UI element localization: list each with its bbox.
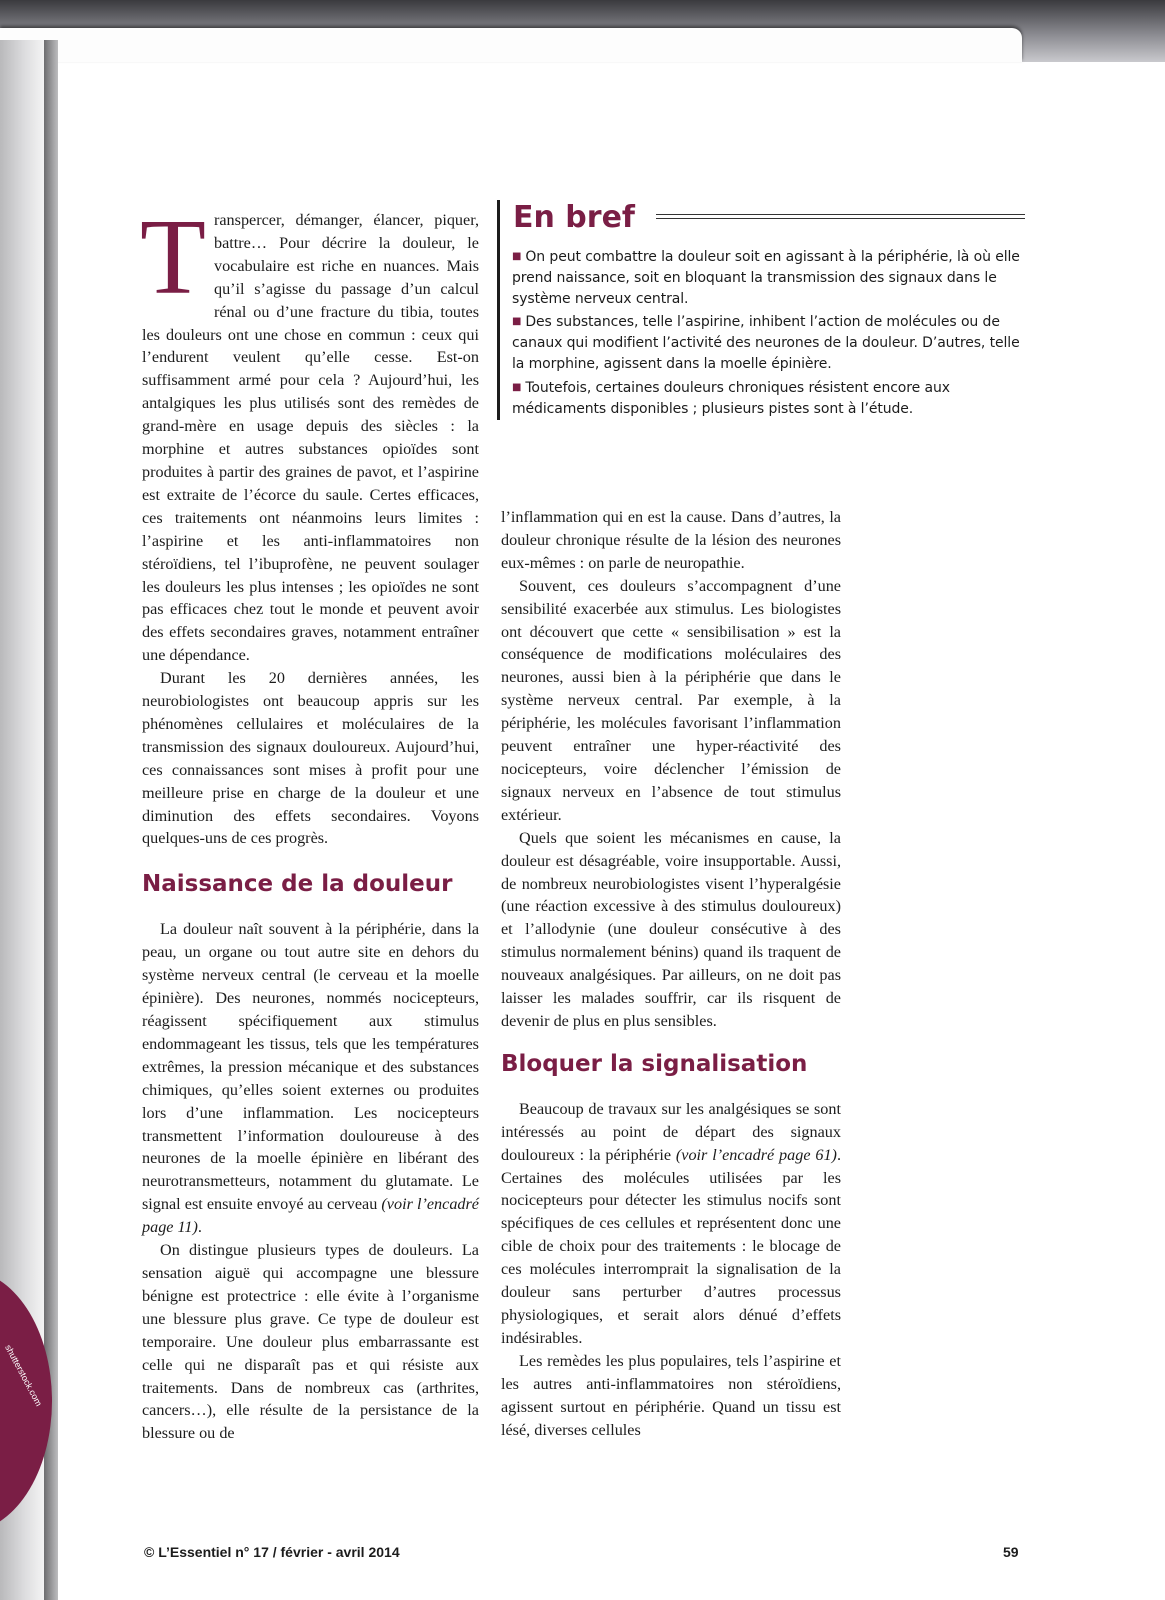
column2-paragraph-2: Souvent, ces douleurs s’accompagnent d’une sensibilité exacerbée aux stimulus. Les biologistes ont découvert que cette « sensibilisation » est la conséquence de modifications moléculaires des neurones, aussi bien à la périphérie que dans le système nerveux central. Par exemple, à la périphérie, les molécules favorisant l’inflammation peuvent entraîner une hyper-réactivité des nocicepteurs, voire déclencher l’émission de signaux nerveux en l’absence de tout stimulus extérieur. bbox=[501, 576, 841, 824]
square-bullet-icon: ■ bbox=[512, 316, 522, 328]
intro-paragraph: Transpercer, démanger, élancer, piquer, battre… Pour décrire la douleur, le vocabulaire est riche en nuances. Mais qu’il s’agisse du passage d’un calcul rénal ou d’une fracture du tibia, toutes les douleurs ont une chose en commun : ceux qui l’endurent veulent qu’elle cesse. Est-on suffisamment armé pour cela ? Aujourd’hui, les antalgiques les plus utilisés sont des remèdes de grand-mère en usage depuis des siècles : la morphine et autres substances opioïdes sont produites à partir des graines de pavot, et l’aspirine est extraite de l’écorce du saule. Certes efficaces, ces traitements ont néanmoins leurs limites : l’aspirine et les anti-inflammatoires non stéroïdiens, tel l’ibuprofène, ne peuvent soulager les douleurs les plus intenses ; les opioïdes ne sont pas efficaces chez tout le monde et peuvent avoir des effets secondaires graves, notamment entraîner une dépendance. bbox=[140, 198, 479, 665]
en-bref-box bbox=[497, 200, 1025, 420]
figure-reference: (voir l’encadré page 61) bbox=[675, 1145, 837, 1164]
en-bref-header bbox=[500, 200, 1025, 240]
drop-cap: T bbox=[140, 198, 206, 317]
section1-paragraph-1: La douleur naît souvent à la périphérie, dans la peau, un organe ou tout autre site en dehors du système nerveux central (le cerveau et la moelle épinière). Des neurones, nommés nocicepteurs, réagissent spécifiquement aux stimulus endommageant les tissus, tels que les températures extrêmes, la pression mécanique et des substances chimiques, qu’elles soient externes ou produites lors d’une inflammation. Les nocicepteurs transmettent l’information douloureuse à des neurones de la moelle épinière en libérant des neurotransmetteurs, notamment du glutamate. Le signal est ensuite envoyé au cerveau (voir l’encadré page 11). bbox=[142, 920, 479, 1237]
column2-paragraph-1: l’inflammation qui en est la cause. Dans d’autres, la douleur chronique résulte de la lésion des neurones eux-mêmes : on parle de neuropathie. bbox=[501, 508, 841, 572]
image-credit: shutterstock.com bbox=[3, 1343, 44, 1408]
scan-top-page-edge bbox=[0, 28, 1022, 62]
figure-reference: (voir l’encadré page 11) bbox=[142, 1195, 479, 1237]
section1-paragraph-2: On distingue plusieurs types de douleurs. La sensation aiguë qui accompagne une blessure bénigne est protectrice : elle évite à l’organisme une blessure plus grave. Ce type de douleur est temporaire. Une douleur plus embarrassante est celle qui ne disparaît pas et qui résiste aux traitements. Dans de nombreux cas (arthrites, cancers…), elle résulte de la persistance de la blessure ou de bbox=[142, 1241, 479, 1443]
section-heading-bloquer: Bloquer la signalisation bbox=[501, 1050, 808, 1077]
en-bref-item: ■ Toutefois, certaines douleurs chroniques résistent encore aux médicaments disponibles ; plusieurs pistes sont à l’étude. bbox=[512, 379, 950, 417]
en-bref-item: ■ Des substances, telle l’aspirine, inhibent l’action de molécules ou de canaux qui modifient l’activité des neurones de la douleur. D’autres, telle la morphine, agissent dans la moelle épinière. bbox=[512, 314, 1020, 372]
en-bref-rule bbox=[656, 214, 1025, 219]
paragraph-2: Durant les 20 dernières années, les neurobiologistes ont beaucoup appris sur les phénomènes cellulaires et moléculaires de la transmission des signaux douloureux. Aujourd’hui, ces connaissances sont mises à profit pour une meilleure prise en charge de la douleur et une diminution des effets secondaires. Voyons quelques-uns de ces progrès. bbox=[142, 669, 479, 848]
section2-paragraph-1: Beaucoup de travaux sur les analgésiques se sont intéressés au point de départ des signaux douloureux : la périphérie (voir l’encadré page 61). Certaines des molécules utilisées par les nocicepteurs pour détecter les stimulus nocifs sont spécifiques de ces cellules et représentent donc une cible de choix pour des traitements : le blocage de ces molécules interromprait la signalisation de la douleur sans perturber d’autres processus physiologiques, et serait alors dénué d’effets indésirables. bbox=[501, 1099, 841, 1347]
en-bref-item: ■ On peut combattre la douleur soit en agissant à la périphérie, là où elle prend naissance, soit en bloquant la transmission des signaux dans le système nerveux central. bbox=[512, 249, 1020, 307]
article-column-1 bbox=[140, 198, 479, 1445]
en-bref-title: En bref bbox=[513, 200, 635, 235]
page-number: 59 bbox=[1003, 1544, 1019, 1560]
article-column-2 bbox=[501, 506, 841, 1441]
footer-citation: © L’Essentiel n° 17 / février - avril 2014 bbox=[144, 1544, 400, 1560]
square-bullet-icon: ■ bbox=[512, 251, 522, 262]
square-bullet-icon: ■ bbox=[512, 381, 522, 393]
column2-paragraph-3: Quels que soient les mécanismes en cause, la douleur est désagréable, voire insupportable. Aussi, de nombreux neurobiologistes visent l’hyperalgésie (une réaction excessive à des stimulus douloureux) et l’allodynie (une douleur consécutive à des stimulus normalement bénins) quand ils traquent de nouveaux analgésiques. Par ailleurs, on ne doit pas laisser les malades souffrir, car ils risquent de devenir de plus en plus sensibles. bbox=[501, 828, 841, 1030]
section2-paragraph-2: Les remèdes les plus populaires, tels l’aspirine et les autres anti-inflammatoires non stéroïdiens, agissent surtout en périphérie. Quand un tissu est lésé, diverses cellules bbox=[501, 1351, 841, 1439]
section-heading-naissance: Naissance de la douleur bbox=[142, 871, 453, 898]
